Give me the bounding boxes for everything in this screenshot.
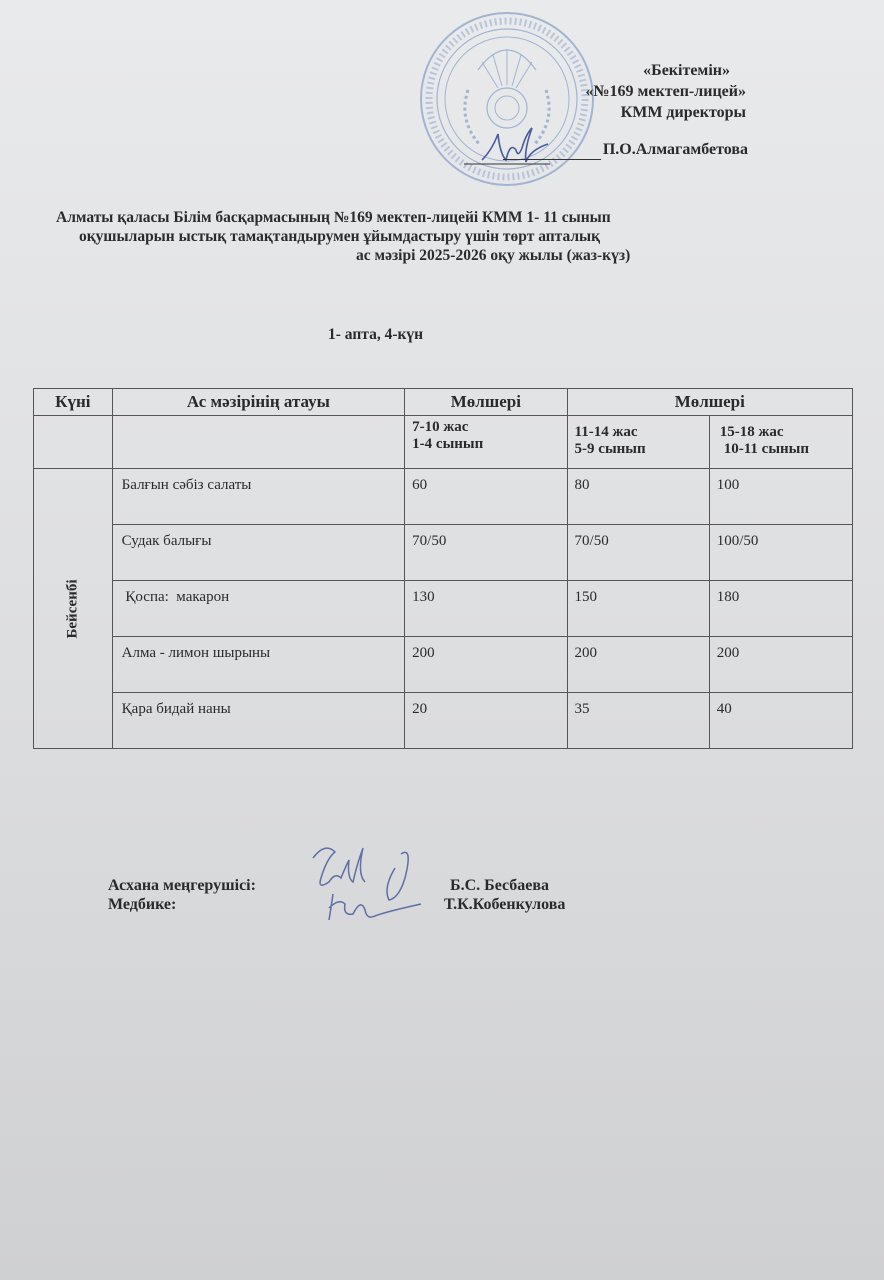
amount-7-10: 130: [405, 581, 567, 637]
amount-11-14: 70/50: [567, 525, 709, 581]
week-day-label: 1- апта, 4-күн: [328, 326, 424, 343]
approval-title: «Бекітемін»: [643, 62, 730, 79]
header-day: Күні: [34, 389, 113, 416]
age-group-1: [405, 416, 567, 469]
amount-7-10: 20: [405, 693, 567, 749]
table-row: [34, 637, 853, 693]
role-canteen-head: Асхана меңгерушісі:: [108, 877, 256, 894]
approval-signer: П.О.Алмагамбетова: [602, 141, 748, 158]
amount-11-14: 150: [567, 581, 709, 637]
amount-11-14: 35: [567, 693, 709, 749]
dish-name: Қоспа: макарон: [112, 581, 405, 637]
header-amount-1: Мөлшері: [405, 389, 567, 416]
amount-7-10: 200: [405, 637, 567, 693]
menu-table: [33, 388, 853, 749]
day-cell: [34, 469, 113, 749]
approval-block: [503, 60, 746, 160]
header-amount-2: Мөлшері: [567, 389, 852, 416]
approval-position: КММ директоры: [620, 104, 746, 121]
signature-line: [503, 159, 601, 160]
table-row: [34, 525, 853, 581]
dish-name: Судак балығы: [112, 525, 405, 581]
dish-name: Алма - лимон шырыны: [112, 637, 405, 693]
age-group-3-age: 15-18 жас: [719, 424, 784, 440]
role-nurse: Медбике:: [108, 896, 177, 913]
name-nurse: Т.К.Кобенкулова: [444, 896, 566, 913]
amount-7-10: 60: [405, 469, 567, 525]
title-line-1: Алматы қаласы Білім басқармасының №169 мектеп-лицейі КММ 1- 11 сынып: [56, 209, 611, 226]
signature-block: [108, 876, 565, 914]
age-group-2-age: 11-14 жас: [574, 424, 638, 440]
amount-7-10: 70/50: [405, 525, 567, 581]
dish-name: Балғын сәбіз салаты: [112, 469, 405, 525]
dish-name: Қара бидай наны: [112, 693, 405, 749]
day-label: Бейсенбі: [64, 578, 81, 639]
age-group-1-grade: 1-4 сынып: [412, 436, 484, 452]
document-title: [40, 208, 820, 265]
signature-row-1: [108, 876, 565, 895]
empty-cell: [112, 416, 405, 469]
table-row: [34, 581, 853, 637]
amount-15-18: 180: [709, 581, 852, 637]
age-group-2-grade: 5-9 сынып: [574, 441, 646, 457]
age-group-3-grade: 10-11 сынып: [723, 441, 810, 457]
amount-11-14: 80: [567, 469, 709, 525]
table-row: [34, 693, 853, 749]
table-row: [34, 469, 853, 525]
approval-school: «№169 мектеп-лицей»: [585, 83, 746, 100]
age-group-1-age: 7-10 жас: [412, 419, 469, 435]
amount-15-18: 100: [709, 469, 852, 525]
header-name: Ас мәзірінің атауы: [112, 389, 405, 416]
empty-cell: [34, 416, 113, 469]
amount-15-18: 200: [709, 637, 852, 693]
header-row: [34, 389, 853, 416]
signature-row-2: [108, 895, 565, 914]
title-line-2: оқушыларын ыстық тамақтандырумен ұйымдастыру үшін төрт апталық: [79, 228, 601, 245]
name-canteen-head: Б.С. Бесбаева: [450, 877, 550, 894]
amount-15-18: 40: [709, 693, 852, 749]
title-line-3: ас мәзірі 2025-2026 оқу жылы (жаз-күз): [356, 247, 631, 264]
amount-11-14: 200: [567, 637, 709, 693]
age-group-row: [34, 416, 853, 469]
age-group-2: [567, 416, 709, 469]
approval-signer-line: [503, 139, 748, 160]
amount-15-18: 100/50: [709, 525, 852, 581]
age-group-3: [709, 416, 852, 469]
